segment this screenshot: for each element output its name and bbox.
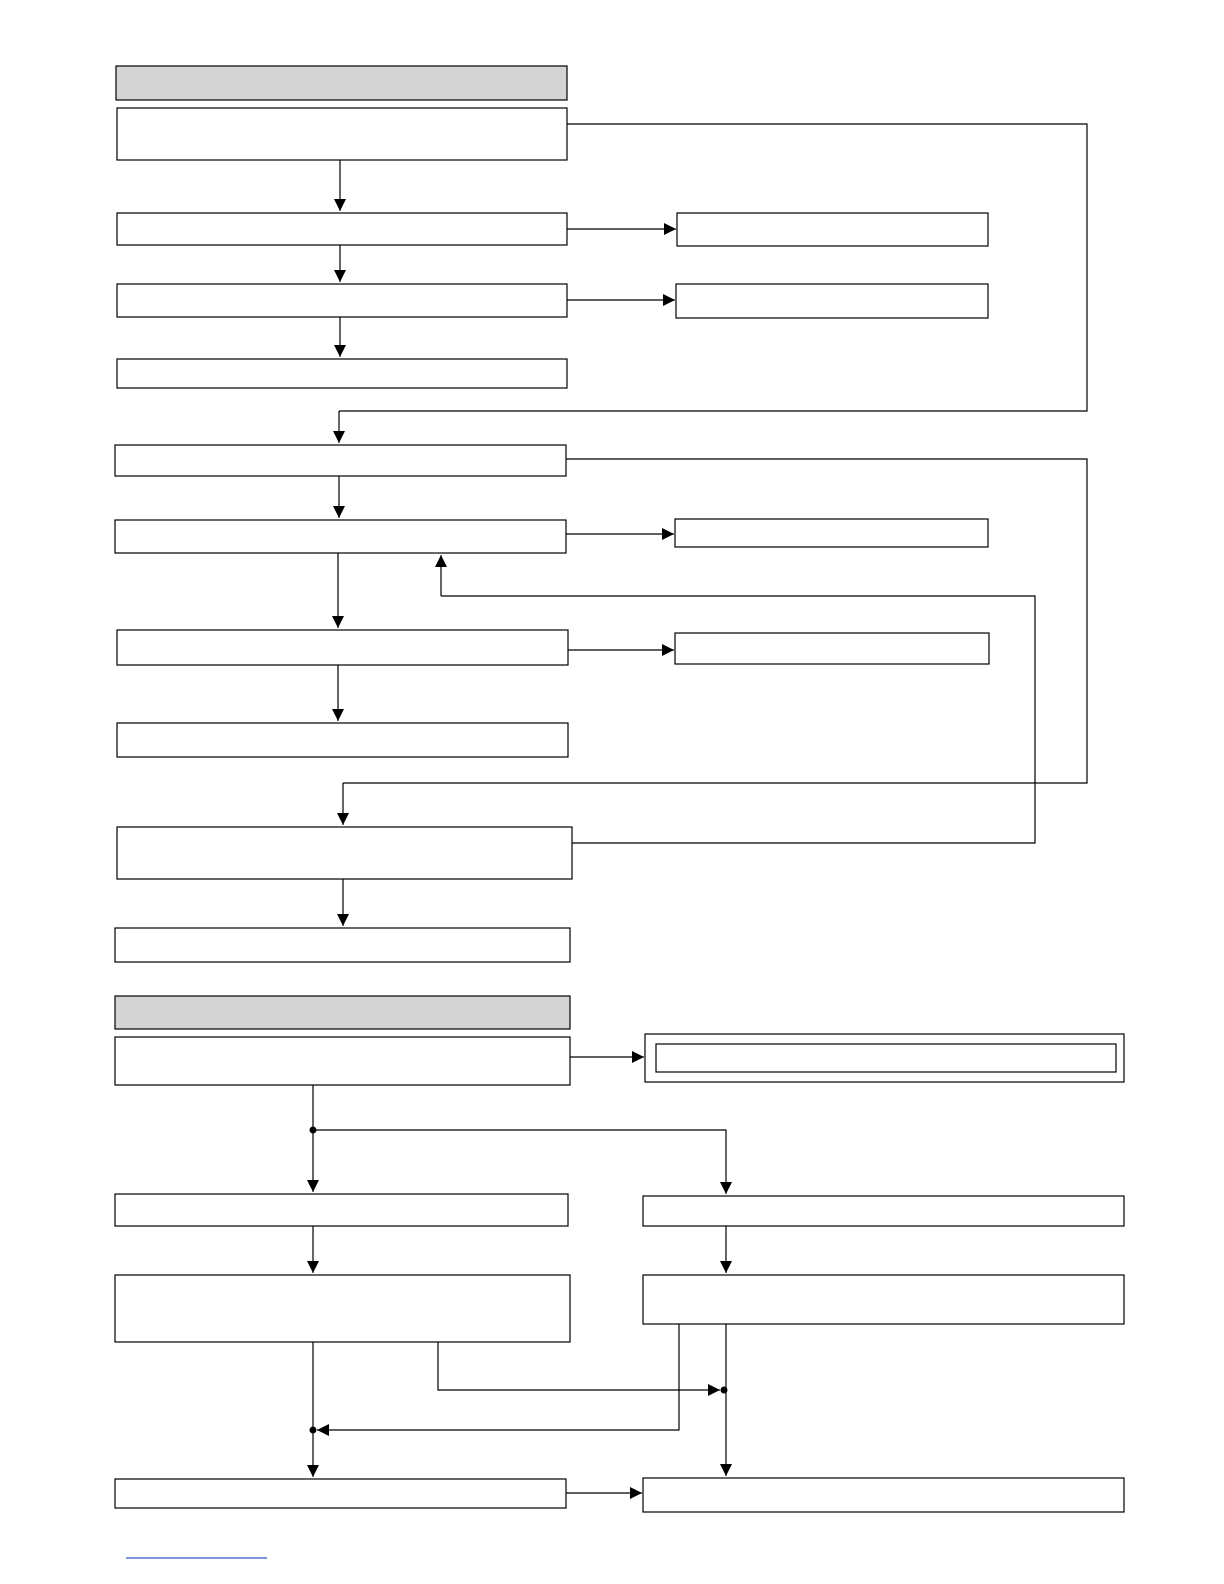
section-2: [115, 996, 1124, 1512]
s2-right-junction: [721, 1387, 728, 1394]
s1-result-box-4: [675, 633, 989, 664]
s1-step-box-2: [117, 284, 567, 317]
s1-step-box-5: [115, 520, 566, 553]
s1-step-box-6: [117, 630, 568, 665]
s2-right-box-2: [643, 1275, 1124, 1324]
s1-step-box-8: [117, 827, 572, 879]
s1-step-box-3: [117, 359, 567, 388]
s2-cross-line-to-right: [438, 1342, 720, 1390]
s2-split-branch-right: [313, 1130, 726, 1194]
section-1-header-bar: [116, 66, 567, 100]
s1-result-box-1: [677, 213, 988, 246]
s1-step-box-1: [117, 213, 567, 245]
s2-right-box-1: [643, 1196, 1124, 1226]
s1-step-box-4: [115, 445, 566, 476]
s1-end-box: [115, 928, 570, 962]
section-2-header-bar: [115, 996, 570, 1029]
s1-result-box-3: [675, 519, 988, 547]
s2-note-box-inner: [656, 1044, 1116, 1072]
section-1: [115, 66, 1087, 962]
s1-step-box-7: [117, 723, 568, 757]
s2-left-box-1: [115, 1194, 568, 1226]
s1-result-box-2: [676, 284, 988, 318]
s2-start-box: [115, 1037, 570, 1085]
s2-left-box-2: [115, 1275, 570, 1342]
s1-start-box: [117, 108, 567, 160]
s2-right-end-box: [643, 1478, 1124, 1512]
s2-left-end-box: [115, 1479, 566, 1508]
